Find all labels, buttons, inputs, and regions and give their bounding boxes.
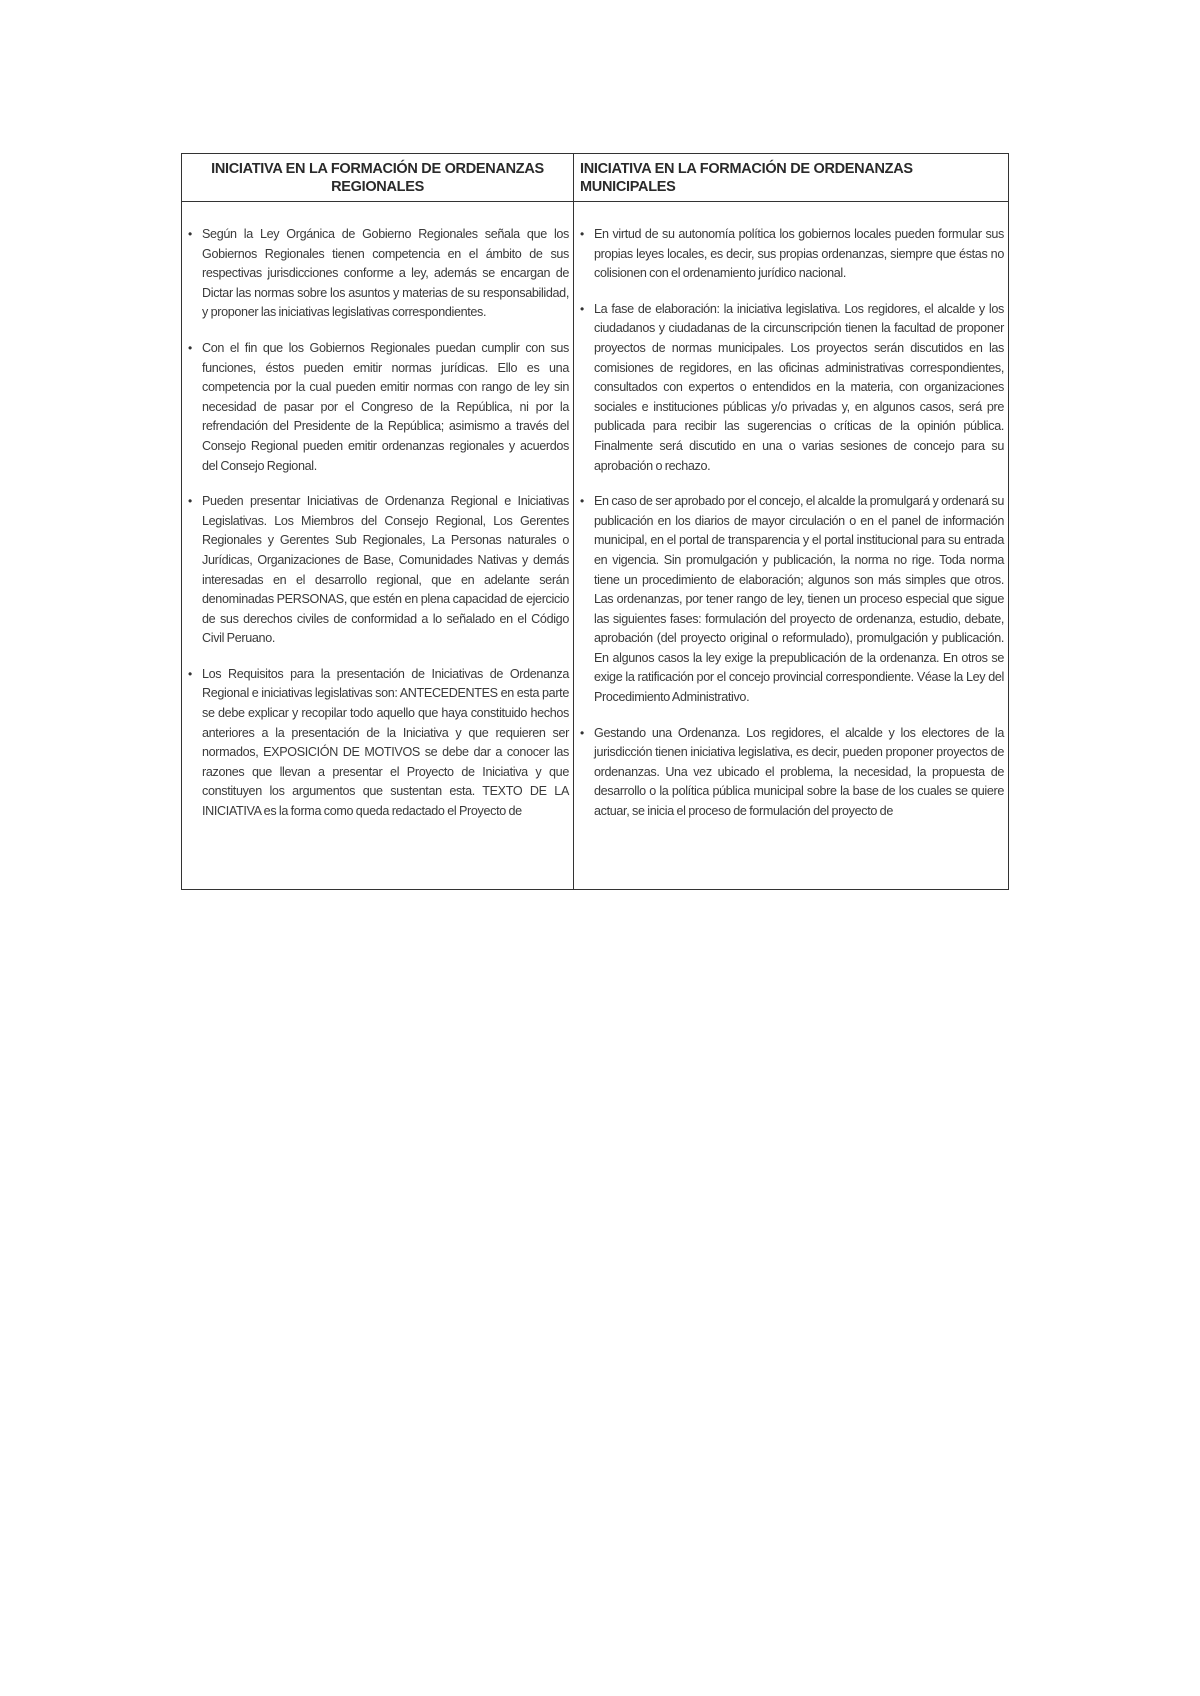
list-item — [580, 724, 1004, 822]
list-item — [580, 300, 1004, 476]
municipal-item-1: En virtud de su autonomía política los gobiernos locales pueden formular sus propias leyes locales, es decir, sus propias ordenanzas, siempre que éstas no colisionen con el ordenamiento jurídico nacional. — [594, 227, 1004, 281]
municipal-item-4: Gestando una Ordenanza. Los regidores, el alcalde y los electores de la jurisdicción tienen iniciativa legislativa, es decir, pueden proponer proyectos de ordenanzas. Una vez ubicado el problema, la necesidad, la propuesta de desarrollo o la política pública municipal sobre la base de los cuales se quiere actuar, se inicia el proceso de formulación del proyecto de — [594, 725, 1004, 819]
regional-item-4: Los Requisitos para la presentación de Iniciativas de Ordenanza Regional e iniciativas legislativas son: ANTECEDENTES en esta parte se debe explicar y recopilar todo aquello que haya constituido hechos anteriores a la presentación de la Iniciativa y que requieren ser normados, EXPOSICIÓN DE MOTIVOS se debe dar a conocer las razones que llevan a presentar el Proyecto de Iniciativa y que constituyen los argumentos que sustentan esta. TEXTO DE LA INICIATIVA es la forma como queda redactado el Proyecto de — [202, 666, 569, 819]
bullet-icon: • — [580, 494, 585, 509]
column-municipal — [574, 202, 1008, 889]
bullet-icon: • — [188, 227, 193, 241]
list-item — [188, 339, 569, 476]
bullet-icon: • — [580, 301, 585, 316]
column-regional — [182, 202, 574, 889]
municipal-item-2: La fase de elaboración: la iniciativa legislativa. Los regidores, el alcalde y los ciudadanos y ciudadanas de la circunscripción tienen la facultad de proponer proyectos de normas municipales. Los proyectos serán discutidos en las comisiones de regidores, en las oficinas administrativas correspondientes, consultados con expertos o entendidos en la materia, con organizaciones sociales e instituciones públicas y/o privadas y, en algunos casos, será pre publicada para recibir las sugerencias o críticas de la opinión pública. Finalmente será discutido en una o varias sesiones de concejo para su aprobación o rechazo. — [594, 301, 1004, 473]
list-item — [188, 225, 569, 323]
regional-item-2: Con el fin que los Gobiernos Regionales puedan cumplir con sus funciones, éstos pueden emitir normas jurídicas. Ello es una competencia por la cual pueden emitir normas con rango de ley sin necesidad de pasar por el Congreso de la República, ni por la refrendación del Presidente de la República; asimismo a través del Consejo Regional pueden emitir ordenanzas regionales y acuerdos del Consejo Regional. — [202, 340, 569, 473]
bullet-icon: • — [188, 666, 193, 681]
header-regional-ordinances: INICIATIVA EN LA FORMACIÓN DE ORDENANZAS REGIONALES — [182, 154, 574, 202]
list-item — [580, 492, 1004, 708]
municipal-item-3: En caso de ser aprobado por el concejo, el alcalde la promulgará y ordenará su publicación en los diarios de mayor circulación o en el panel de información municipal, en el portal de transparencia y el portal institucional para su entrada en vigencia. Sin promulgación y publicación, la norma no rige. Toda norma tiene un procedimiento de elaboración; algunos son más simples que otros. Las ordenanzas, por tener rango de ley, tienen un proceso especial que sigue las siguientes fases: formulación del proyecto de ordenanza, estudio, debate, aprobación (del proyecto original o reformulado), promulgación y publicación. En algunos casos la ley exige la prepublicación de la ordenanza. En otros se exige la ratificación por el concejo provincial correspondiente. Véase la Ley del Procedimiento Administrativo. — [594, 494, 1004, 705]
regional-item-3: Pueden presentar Iniciativas de Ordenanza Regional e Iniciativas Legislativas. Los Miembros del Consejo Regional, Los Gerentes Regionales y Gerentes Sub Regionales, La Personas naturales o Jurídicas, Organizaciones de Base, Comunidades Nativas y demás interesadas en el desarrollo regional, que en adelante serán denominadas PERSONAS, que estén en plena capacidad de ejercicio de sus derechos civiles de conformidad a lo señalado en el Código Civil Peruano. — [202, 494, 569, 646]
bullet-icon: • — [580, 725, 585, 740]
regional-item-1: Según la Ley Orgánica de Gobierno Regionales señala que los Gobiernos Regionales tienen competencia en el ámbito de sus respectivas jurisdicciones conforme a ley, además se encargan de Dictar las normas sobre los asuntos y materias de su responsabilidad, y proponer las iniciativas legislativas correspondientes. — [202, 227, 569, 320]
list-item — [188, 492, 569, 649]
bullet-icon: • — [580, 227, 585, 241]
bullet-icon: • — [188, 340, 193, 355]
comparison-table — [181, 153, 1009, 890]
header-municipal-ordinances: INICIATIVA EN LA FORMACIÓN DE ORDENANZAS MUNICIPALES — [574, 154, 1008, 202]
list-item — [188, 665, 569, 822]
bullet-icon: • — [188, 494, 193, 509]
list-item — [580, 225, 1004, 284]
